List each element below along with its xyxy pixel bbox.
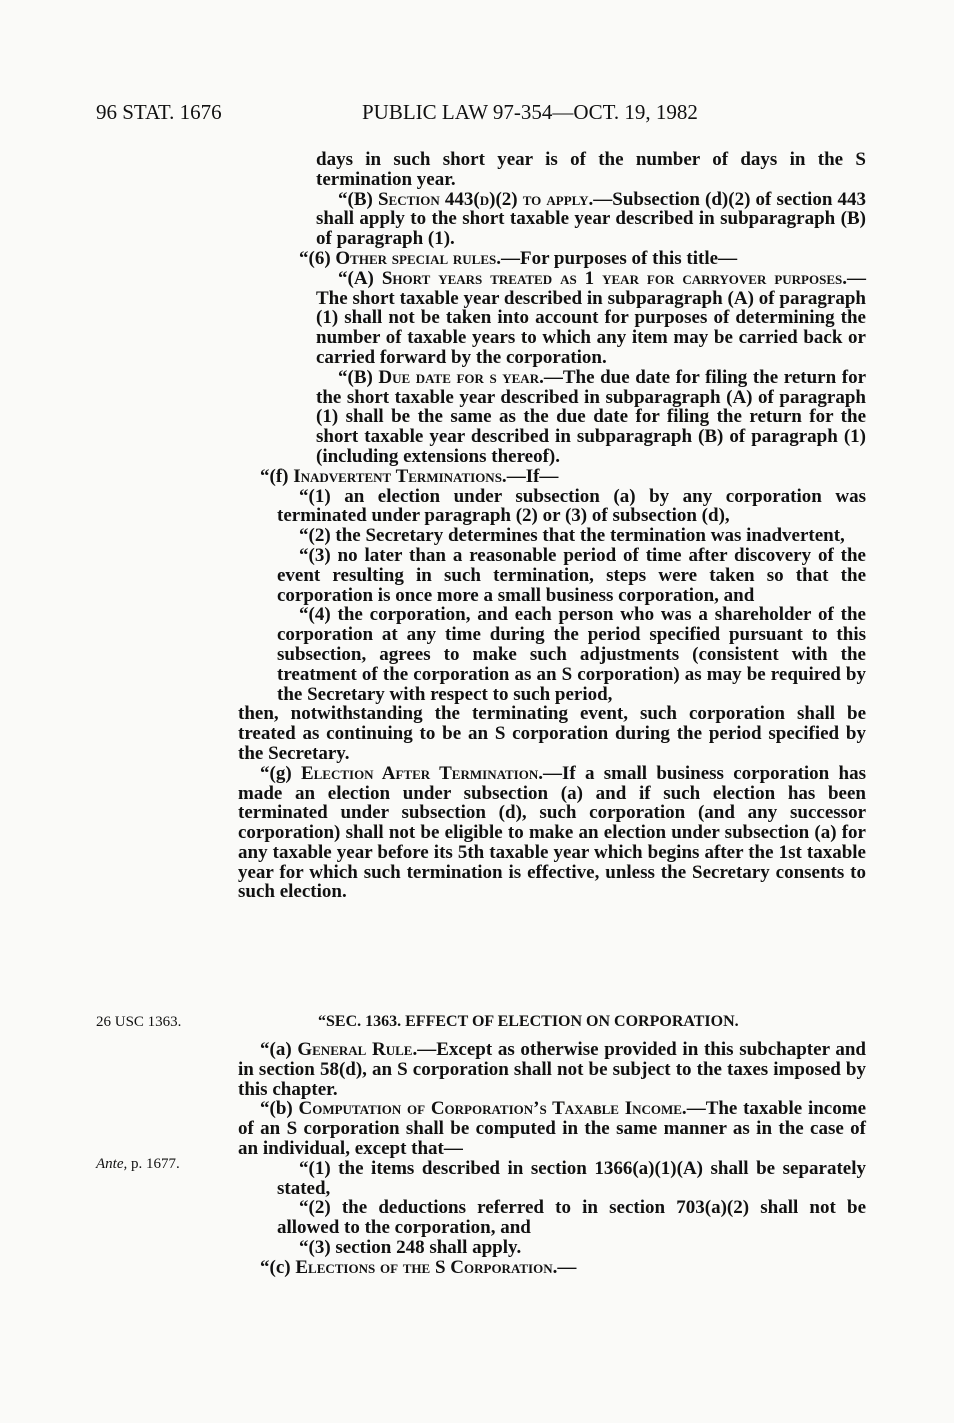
subsection-b: “(b) Computation of Corporation’s Taxable Income.—The taxable income of an S corporation shall be computed in the same manner as in the case of an individual, except that— [238, 1098, 867, 1159]
text-block-upper [238, 150, 866, 902]
paragraph-b3: “(3) section 248 shall apply. [299, 1236, 522, 1258]
subsection-f: “(f) Inadvertent Terminations.—If— [260, 465, 559, 487]
paragraph-5b: “(B) Section 443(d)(2) to apply.—Subsection (d)(2) of section 443 shall apply to the short taxable year described in subparagraph (B) of paragraph (1). [316, 188, 866, 250]
paragraph-f1: “(1) an election under subsection (a) by any corporation was terminated under paragraph (2) or (3) of subsection (d), [277, 485, 866, 527]
subsection-a: “(a) General Rule.—Except as otherwise provided in this subchapter and in section 58(d), an S corporation shall not be subject to the taxes imposed by this chapter. [238, 1039, 866, 1100]
paragraph-f4: “(4) the corporation, and each person who was a shareholder of the corporation at any time during the period specified pursuant to this subsection, agrees to make such adjustments (consistent with the treatment of the corporation as an S corporation) as may be required by the Secretary with respect to such period, [277, 604, 866, 705]
paragraph-continuation: days in such short year is of the number of days in the S termination year. [316, 149, 866, 190]
section-heading: “SEC. 1363. EFFECT OF ELECTION ON CORPORATION. [318, 1013, 739, 1030]
subsection-g: “(g) Election After Termination.—If a small business corporation has made an election under subsection (a) and if such election has been terminated under subsection (d), such corporation (and any successor corporation) shall not be eligible to make an election under subsection (a) for any taxable year before its 5th taxable year which begins after the 1st taxable year for which such termination is effective, unless the Secretary consents to such election. [238, 762, 866, 903]
paragraph-then: then, notwithstanding the terminating event, such corporation shall be treated as continuing to be an S corporation during the period specified by the Secretary. [238, 703, 866, 764]
paragraph-b1: “(1) the items described in section 1366(a)(1)(A) shall be separately stated, [277, 1157, 866, 1199]
paragraph-f2: “(2) the Secretary determines that the termination was inadvertent, [299, 525, 845, 547]
paragraph-b2: “(2) the deductions referred to in section 703(a)(2) shall not be allowed to the corporation, and [277, 1197, 866, 1239]
subsection-c: “(c) Elections of the S Corporation.— [260, 1256, 577, 1278]
page-header-stat: 96 STAT. 1676 [96, 100, 222, 124]
text-block-lower [238, 1040, 866, 1278]
margin-note-usc: 26 USC 1363. [96, 1014, 182, 1030]
page-header-law: PUBLIC LAW 97-354—OCT. 19, 1982 [362, 100, 698, 124]
paragraph-6b: “(B) Due date for s year.—The due date for filing the return for the short taxable year described in subparagraph (A) of paragraph (1) shall be the same as the due date for filing the return for the short taxable year described in subparagraph (B) of paragraph (1) (including extensions thereof). [316, 366, 866, 467]
paragraph-6: “(6) Other special rules.—For purposes of this title— [299, 247, 738, 269]
paragraph-f3: “(3) no later than a reasonable period of time after discovery of the event resulting in such termination, steps were taken so that the corporation is once more a small business corporation, and [277, 544, 866, 606]
margin-note-ante: Ante, p. 1677. [96, 1156, 180, 1172]
paragraph-6a: “(A) Short years treated as 1 year for carryover purposes.—The short taxable year described in subparagraph (A) of paragraph (1) shall not be taken into account for purposes of determining the number of taxable years to which any item may be carried back or carried forward by the corporation. [316, 267, 866, 368]
